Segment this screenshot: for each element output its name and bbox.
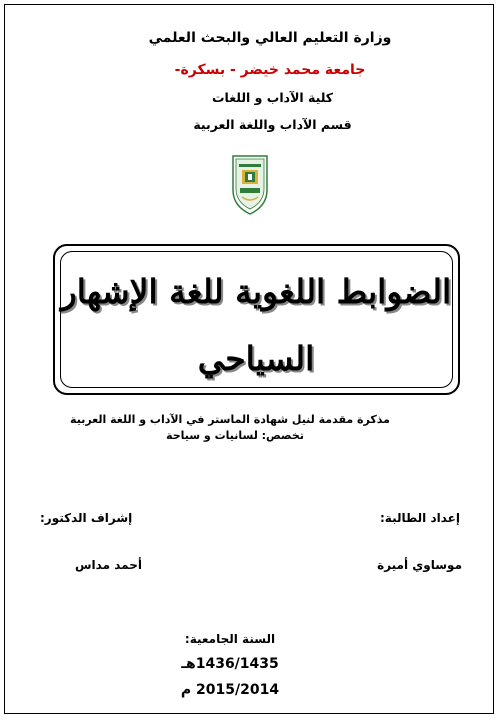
student-name: موساوي أميرة xyxy=(377,558,462,572)
faculty-heading: كلية الآداب و اللغات xyxy=(211,90,334,105)
academic-year-label: السنة الجامعية: xyxy=(184,632,276,646)
thesis-title-line-1: الضوابط اللغوية للغة الإشهار xyxy=(60,272,452,311)
specialization: تخصص: لسانيات و سياحة xyxy=(166,429,304,442)
university-logo-icon xyxy=(230,150,270,218)
supervisor-name: أحمد مداس xyxy=(75,558,142,572)
university-heading: جامعة محمد خيضر - بسكرة- xyxy=(174,62,366,78)
department-heading: قسم الآداب واللغة العربية xyxy=(193,117,352,132)
student-label: إعداد الطالبة: xyxy=(380,511,460,525)
ministry-heading: وزارة التعليم العالي والبحث العلمي xyxy=(148,30,392,46)
supervisor-label: إشراف الدكتور: xyxy=(40,511,133,525)
academic-year-hijri: 1436/1435هـ xyxy=(181,656,279,672)
academic-year-gregorian: 2015/2014 م xyxy=(180,682,280,698)
memo-description: مذكرة مقدمة لنيل شهادة الماستر في الآداب و اللغة العربية xyxy=(70,413,390,426)
thesis-title-line-2: السياحي xyxy=(197,339,315,378)
